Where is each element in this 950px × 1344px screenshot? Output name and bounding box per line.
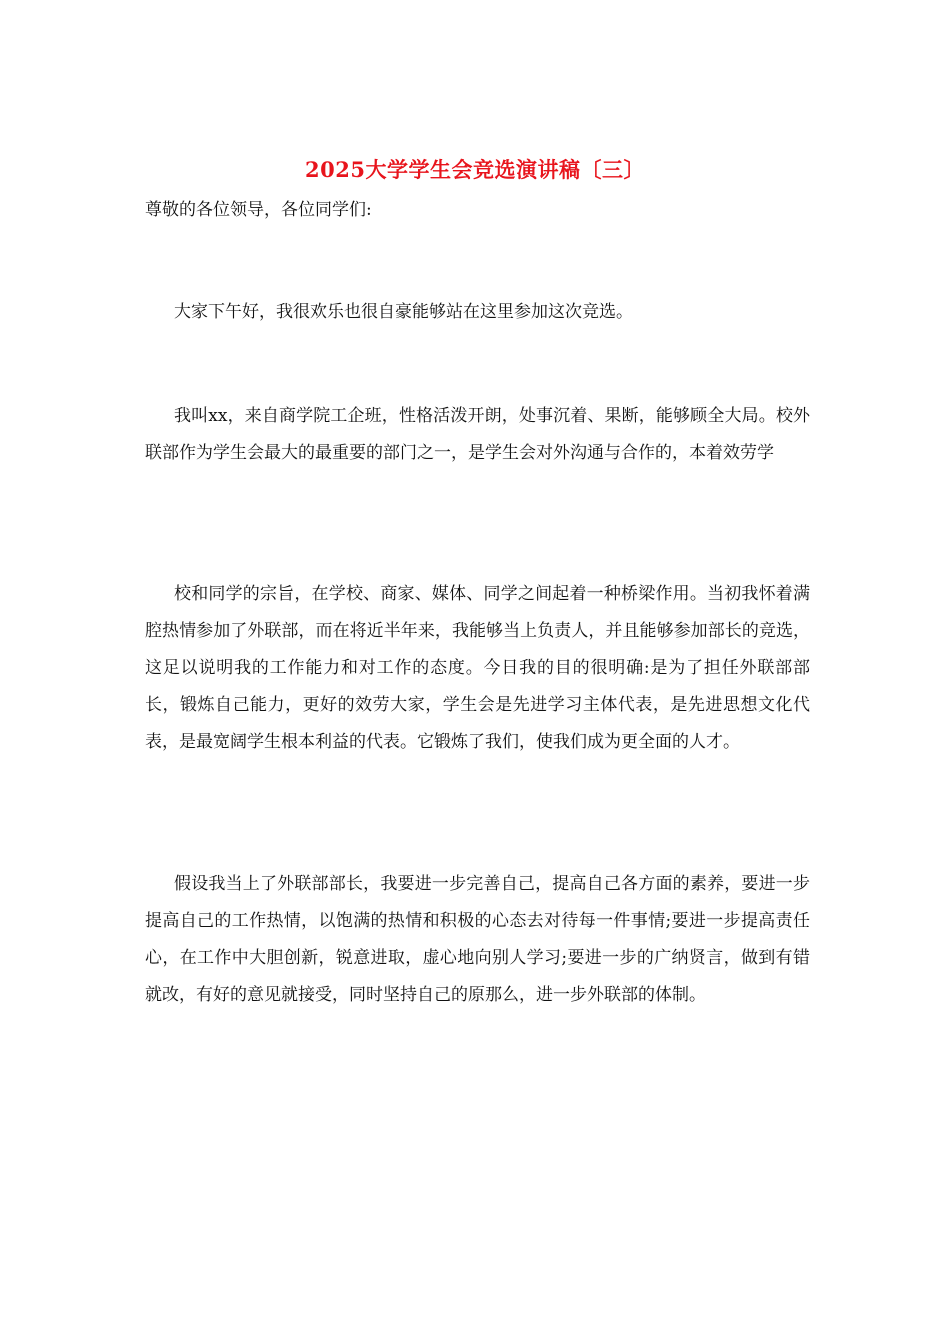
- paragraph-greeting: 大家下午好，我很欢乐也很自豪能够站在这里参加这次竞选。: [174, 302, 633, 322]
- document-title: 2025大学学生会竞选演讲稿〔三〕: [305, 157, 645, 182]
- salutation: 尊敬的各位领导，各位同学们:: [145, 200, 372, 220]
- paragraph-experience: 校和同学的宗旨，在学校、商家、媒体、同学之间起着一种桥梁作用。当初我怀着满腔热情参加了外联部，而在将近半年来，我能够当上负责人，并且能够参加部长的竞选，这足以说明我的工作能力和对工作的态度。今日我的目的很明确:是为了担任外联部部长，锻炼自己能力，更好的效劳大家，学生会是先进学习主体代表，是先进思想文化代表，是最宽阔学生根本利益的代表。它锻炼了我们，使我们成为更全面的人才。: [145, 584, 810, 752]
- paragraph-plans: 假设我当上了外联部部长，我要进一步完善自己，提高自己各方面的素养，要进一步提高自己的工作热情，以饱满的热情和积极的心态去对待每一件事情;要进一步提高责任心，在工作中大胆创新，锐意进取，虚心地向别人学习;要进一步的广纳贤言，做到有错就改，有好的意见就接受，同时坚持自己的原那么，进一步外联部的体制。: [145, 874, 810, 1005]
- paragraph-introduction: 我叫xx，来自商学院工企班，性格活泼开朗，处事沉着、果断，能够顾全大局。校外联部作为学生会最大的最重要的部门之一，是学生会对外沟通与合作的，本着效劳学: [145, 406, 810, 463]
